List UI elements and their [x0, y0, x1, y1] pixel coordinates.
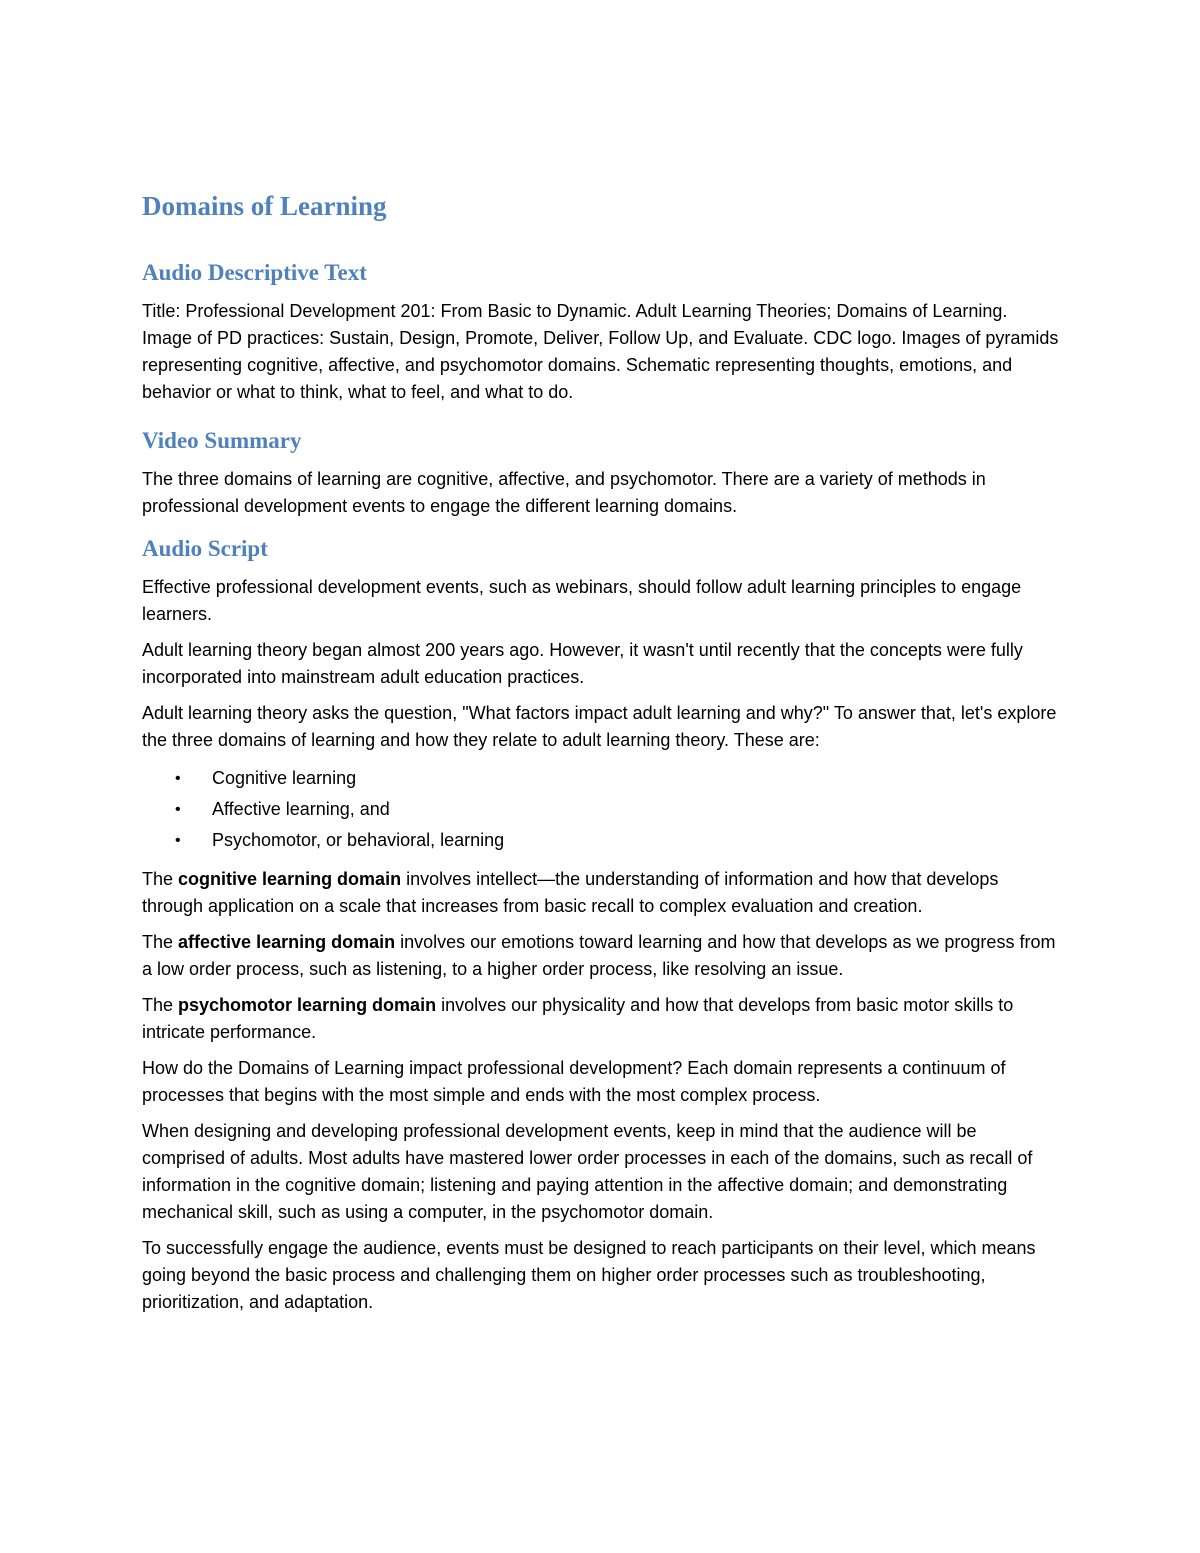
- document-page: [142, 186, 1062, 1325]
- cognitive-pre-text: The: [142, 869, 179, 889]
- affective-post-text: involves our emotions toward learning and how that develops as we progress from a low order process, such as listening, to a higher order process, like resolving an issue.: [142, 932, 1056, 979]
- heading-video-summary: Video Summary: [142, 428, 302, 453]
- script-paragraph-5: When designing and developing professional development events, keep in mind that the audience will be comprised of adults. Most adults have mastered lower order processes in each of the domains, such as recall of information in the cognitive domain; listening and paying attention in the affective domain; and demonstrating mechanical skill, such as using a computer, in the psychomotor domain.: [142, 1121, 1033, 1222]
- cognitive-post-text: involves intellect—the understanding of information and how that develops through application on a scale that increases from basic recall to complex evaluation and creation.: [142, 869, 999, 916]
- affective-domain-paragraph: [142, 929, 1062, 983]
- script-paragraph-1: Effective professional development events, such as webinars, should follow adult learning principles to engage learners.: [142, 577, 1022, 624]
- affective-pre-text: The: [142, 932, 179, 952]
- heading-audio-descriptive-text: Audio Descriptive Text: [142, 260, 367, 285]
- psychomotor-domain-paragraph: [142, 992, 1062, 1046]
- list-item-text: Psychomotor, or behavioral, learning: [212, 830, 505, 850]
- script-paragraph-4: How do the Domains of Learning impact professional development? Each domain represents a continuum of processes that begins with the most simple and ends with the most complex process.: [142, 1058, 1006, 1105]
- psychomotor-pre-text: The: [142, 995, 179, 1015]
- bullet-icon: •: [175, 832, 181, 849]
- domains-list: [142, 763, 1062, 856]
- heading-audio-script: Audio Script: [142, 536, 268, 561]
- script-paragraph-3: Adult learning theory asks the question, "What factors impact adult learning and why?" To answer that, let's explore the three domains of learning and how they relate to adult learning theory. These are:: [142, 703, 1057, 750]
- list-item-text: Affective learning, and: [212, 799, 390, 819]
- list-item: [175, 794, 1062, 825]
- affective-domain-term: affective learning domain: [178, 932, 396, 952]
- list-item: [175, 763, 1062, 794]
- cognitive-domain-term: cognitive learning domain: [178, 869, 402, 889]
- list-item: [175, 825, 1062, 856]
- list-item-text: Cognitive learning: [212, 768, 357, 788]
- bullet-icon: •: [175, 770, 181, 787]
- bullet-icon: •: [175, 801, 181, 818]
- psychomotor-post-text: involves our physicality and how that develops from basic motor skills to intricate performance.: [142, 995, 1014, 1042]
- script-paragraph-6: To successfully engage the audience, events must be designed to reach participants on their level, which means going beyond the basic process and challenging them on higher order processes such as troubleshooting, prioritization, and adaptation.: [142, 1238, 1036, 1312]
- video-summary-paragraph: The three domains of learning are cognitive, affective, and psychomotor. There are a variety of methods in professional development events to engage the different learning domains.: [142, 469, 986, 516]
- cognitive-domain-paragraph: [142, 866, 1062, 920]
- document-title: Domains of Learning: [142, 191, 387, 221]
- psychomotor-domain-term: psychomotor learning domain: [178, 995, 437, 1015]
- audio-descriptive-paragraph: Title: Professional Development 201: From Basic to Dynamic. Adult Learning Theories; Domains of Learning. Image of PD practices: Sustain, Design, Promote, Deliver, Follow Up, and Evaluate. CDC logo. Images of pyramids representing cognitive, affective, and psychomotor domains. Schematic representing thoughts, emotions, and behavior or what to think, what to feel, and what to do.: [142, 301, 1059, 402]
- script-paragraph-2: Adult learning theory began almost 200 years ago. However, it wasn't until recently that the concepts were fully incorporated into mainstream adult education practices.: [142, 640, 1023, 687]
